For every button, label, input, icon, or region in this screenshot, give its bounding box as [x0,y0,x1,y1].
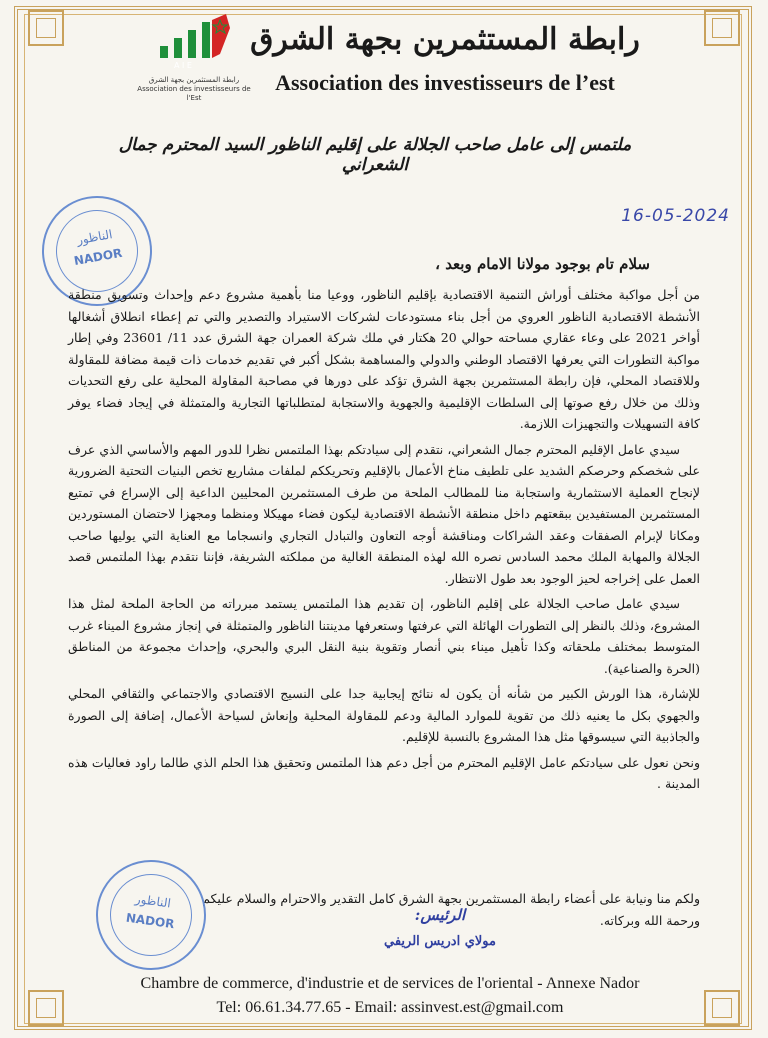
letter-body [68,284,700,799]
org-name-arabic: رابطة المستثمرين بجهة الشرق [250,22,640,57]
closing-line: ورحمة الله وبركاته. [599,913,700,928]
corner-ornament-bottom-left [28,990,64,1026]
paragraph: سيدي عامل الإقليم المحترم جمال الشعراني، نتقدم إلى سيادتكم بهذا الملتمس نظرا للدور المهم والأساسي الذي عرف على شخصكم وحرصكم الشديد على تلطيف مناخ الأعمال بالإقليم وتحريككم لملفات مشاريع تخص البنيات التحتية الضرورية لإنجاح العملية الاستثمارية واستجابة منا للمطالب الملحة من طرف المستثمرين المحليين الداعية إلى الإسراع في تمتيع المستثمرين المستفيدين ببقعتهم داخل منطقة الأنشطة الاقتصادية ليكون فضاء مهيكلا ومنظما ومجهزا لاحتضان المستوردين ومكانا لإبرام الصفقات وعقد الشراكات ومناقشة أوجه التعاون والتبادل التجاري وانسجاما مع العناية التي يوليها صاحب الجلالة والمهابة الملك محمد السادس نصره الله لهذه المنطقة الغالية من مملكته الشريفة، فإننا نتقدم بهذا الملتمس قصد العمل على إخراجه لحيز الوجود بعد طول الانتظار. [68,441,700,586]
org-name-french: Association des investisseurs de l’est [275,70,615,95]
paragraph: ونحن نعول على سيادتكم عامل الإقليم المحترم من أجل دعم هذا الملتمس وتحقيق هذا الحلم الذي طالما راود فعاليات هذه المدينة . [68,754,700,791]
footer-contact: Tel: 06.61.34.77.65 - Email: assinvest.est@gmail.com [216,999,564,1016]
logo-letters: A I E [174,61,192,70]
stamp-text-fr: NADOR [72,245,124,269]
paragraph: من أجل مواكبة مختلف أوراش التنمية الاقتصادية بإقليم الناظور، ووعيا منا بأهمية مشروع دعم وإحداث وتسويق منطقة الأنشطة الاقتصادية الناظور العروي من أجل بناء مستودعات لشركات الاستيراد والتصدير والتي تم إعطاء انطلاق أشغالها أواخر 2021 على وعاء عقاري مساحته حوالي 20 هكتار في ملك شركة العمران جهة الشرق عدد 11/ 23601 وفي إطار مواكبة التطورات التي يعرفها الاقتصاد الوطني والدولي والمساهمة بشكل أكبر في تقديم خدمات ذات قيمة مضافة للمقاولة وللاقتصاد المحلي، فإن رابطة المستثمرين بجهة الشرق تؤكد على دورها في مصاحبة المقاولة المحلية على رفع التحديات وذلك من خلال رفع صوتها إلى السلطات الإقليمية والجهوية والاستجابة لمتطلباتها التجارية والمتمثلة في إيجاد فضاء يوفر كافة التسهيلات والتجهيزات اللازمة. [68,287,700,431]
greeting: سلام تام بوجود مولانا الامام وبعد ، [435,255,650,273]
closing-line: ولكم منا ونيابة على أعضاء رابطة المستثمرين بجهة الشرق كامل التقدير والاحترام والسلام عليكم [202,891,700,906]
logo-caption-fr: Association des investisseurs de l'Est [137,85,251,102]
stamp-text-fr: NADOR [125,910,176,932]
letter-recipient: ملتمس إلى عامل صاحب الجلالة على إقليم الناظور السيد المحترم جمال الشعراني [118,135,632,175]
corner-ornament-bottom-right [704,990,740,1026]
footer-address: Chambre de commerce, d'industrie et de services de l'oriental - Annexe Nador [140,975,640,992]
logo-caption-ar: رابطة المستثمرين بجهة الشرق [148,76,240,84]
corner-ornament-top-right [704,10,740,46]
stamp-text-ar: الناظور [134,891,172,911]
stamp-text-ar: الناظور [75,227,114,248]
letter-date: 16-05-2024 [621,206,730,226]
corner-ornament-top-left [28,10,64,46]
paragraph: للإشارة، هذا الورش الكبير من شأنه أن يكون له نتائج إيجابية جدا على النسيج الاقتصادي والاجتماعي والثقافي المحلي والجهوي بكل ما يعنيه ذلك من تقوية للموارد المالية ودعم للمقاولة المحلية وإنعاش لسياحة الأعمال، إضافة إلى الصورة والجاذبية التي سيسوقها مثل هذا المشروع بالنسبة للإقليم. [68,686,700,744]
paragraph: سيدي عامل صاحب الجلالة على إقليم الناظور، إن تقديم هذا الملتمس يستمد مبرراته من الحاجة الملحة لمثل هذا المشروع، وذلك بالنظر إلى التطورات الهائلة التي عرفتها وستعرفها مدينتنا الناظور والمتمثلة في إنجاز مشروع الميناء غرب المتوسط بمختلف ملحقاته وكذا تأهيل ميناء بني أنصار وتقوية بنية النقل البري والبحري، وإحداث مجموعة من المناطق (الحرة والصناعية). [68,596,700,676]
logo-caption [132,76,256,103]
signature-label: الرئيس: [414,906,466,924]
signature-name: مولاي ادريس الريفي [384,934,496,949]
